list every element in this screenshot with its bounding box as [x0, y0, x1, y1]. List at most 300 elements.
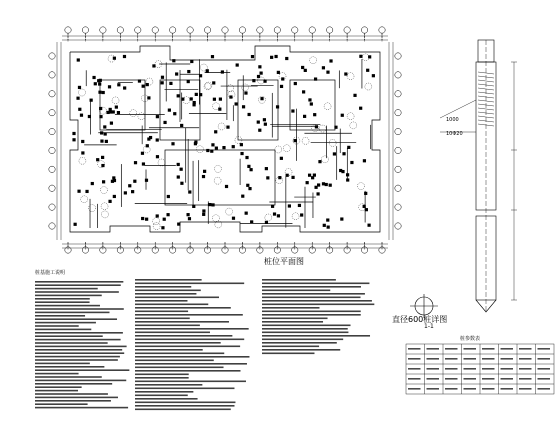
- pile-marker: [346, 178, 349, 181]
- pile-marker: [277, 71, 280, 74]
- table-cell-text: [519, 388, 532, 390]
- axis-bubble-left: [49, 72, 55, 78]
- pile-marker: [194, 141, 197, 144]
- notes-text-line: [262, 293, 365, 295]
- pile-marker: [100, 131, 103, 134]
- pile-marker: [325, 183, 328, 186]
- pile-marker: [303, 115, 306, 118]
- notes-text-line: [35, 315, 85, 317]
- pile-marker: [102, 180, 105, 183]
- table-cell-text: [501, 368, 514, 370]
- pile-marker: [147, 96, 150, 99]
- pile-marker: [211, 55, 214, 58]
- axis-bubble-top: [82, 27, 88, 33]
- notes-text-line: [35, 349, 122, 351]
- notes-text-line: [35, 339, 121, 341]
- table-cell-text: [445, 378, 458, 380]
- pile-cap-outline: [310, 57, 317, 64]
- notes-text-line: [135, 311, 188, 313]
- table-cell-text: [501, 348, 514, 350]
- pile-marker: [109, 108, 112, 111]
- axis-bubble-right: [395, 185, 401, 191]
- axis-bubble-left: [49, 185, 55, 191]
- pile-cap-outline: [347, 73, 354, 80]
- pile-marker: [280, 157, 283, 160]
- notes-text-line: [262, 339, 343, 341]
- notes-text-line: [262, 318, 328, 320]
- pile-marker: [187, 70, 190, 73]
- pile-cap-outline: [292, 213, 299, 220]
- pile-marker: [188, 190, 191, 193]
- table-title: 桩参数表: [460, 336, 481, 342]
- pile-cap-outline: [319, 125, 326, 132]
- axis-bubble-right: [395, 223, 401, 229]
- pile-marker: [80, 114, 83, 117]
- pile-marker: [199, 93, 202, 96]
- pile-marker: [341, 114, 344, 117]
- notes-text-line: [35, 393, 108, 395]
- pile-marker: [192, 205, 195, 208]
- pile-marker: [91, 182, 94, 185]
- pile-marker: [232, 145, 235, 148]
- pile-marker: [163, 121, 166, 124]
- pile-marker: [235, 102, 238, 105]
- axis-bubble-top: [117, 27, 123, 33]
- notes-text-line: [35, 376, 102, 378]
- pile-marker: [105, 140, 108, 143]
- notes-text-line: [135, 356, 249, 358]
- pile-marker: [101, 164, 104, 167]
- pile-marker: [92, 76, 95, 79]
- pile-marker: [294, 82, 297, 85]
- axis-bubble-left: [49, 204, 55, 210]
- pile-marker: [306, 181, 309, 184]
- pile-marker: [236, 63, 239, 66]
- core-outline: [100, 80, 145, 130]
- pile-marker: [123, 86, 126, 89]
- pile-marker: [202, 209, 205, 212]
- axis-bubble-top: [379, 27, 385, 33]
- table-cell-text: [519, 348, 532, 350]
- notes-text-line: [262, 307, 320, 309]
- notes-text-line: [135, 398, 198, 400]
- axis-bubble-left: [49, 109, 55, 115]
- pile-marker: [190, 60, 193, 63]
- pile-marker: [146, 144, 149, 147]
- axis-bubble-top: [187, 27, 193, 33]
- pile-marker: [225, 185, 228, 188]
- pile-marker: [202, 175, 205, 178]
- table-cell-text: [464, 388, 477, 390]
- pile-cap-outline: [146, 78, 153, 85]
- table-cell-text: [482, 368, 495, 370]
- pile-marker: [74, 223, 77, 226]
- axis-bubble-top: [292, 27, 298, 33]
- pile-marker: [294, 139, 297, 142]
- notes-text-line: [135, 381, 246, 383]
- pile-cap-outline: [275, 146, 282, 153]
- pile-marker: [364, 192, 367, 195]
- pile-cap-outline: [78, 89, 85, 96]
- table-cell-text: [445, 368, 458, 370]
- notes-text-line: [35, 346, 127, 348]
- axis-bubble-top: [65, 27, 71, 33]
- pile-marker: [334, 126, 337, 129]
- notes-text-line: [135, 363, 247, 365]
- pile-marker: [264, 123, 267, 126]
- pile-marker: [329, 59, 332, 62]
- pile-marker: [250, 168, 253, 171]
- pile-marker: [210, 150, 213, 153]
- notes-text-line: [262, 353, 314, 355]
- pile-marker: [257, 120, 260, 123]
- pile-marker: [180, 182, 183, 185]
- notes-text-line: [262, 283, 369, 285]
- pile-cap-outline: [357, 183, 364, 190]
- pile-marker: [104, 132, 107, 135]
- pile-marker: [169, 82, 172, 85]
- pile-marker: [346, 173, 349, 176]
- pile-marker: [333, 152, 336, 155]
- notes-text-line: [35, 312, 110, 314]
- notes-text-line: [35, 308, 124, 310]
- pile-marker: [278, 176, 281, 179]
- pile-marker: [171, 142, 174, 145]
- pile-marker: [251, 55, 254, 58]
- pile-marker: [85, 190, 88, 193]
- notes-text-line: [135, 300, 187, 302]
- pile-marker: [245, 212, 248, 215]
- pile-marker: [308, 174, 311, 177]
- axis-bubble-right: [395, 166, 401, 172]
- pile-marker: [112, 110, 115, 113]
- notes-text-line: [35, 403, 88, 405]
- pile-marker: [301, 66, 304, 69]
- pile-marker: [248, 113, 251, 116]
- table-cell-text: [538, 348, 551, 350]
- pile-marker: [266, 176, 269, 179]
- pile-marker: [78, 86, 81, 89]
- pile-marker: [161, 76, 164, 79]
- notes-text-line: [35, 288, 98, 290]
- pile-cap-outline: [302, 137, 309, 144]
- axis-bubble-top: [169, 27, 175, 33]
- pile-marker: [302, 90, 305, 93]
- pile-marker: [281, 77, 284, 80]
- pile-cap-outline: [324, 103, 331, 110]
- pile-marker: [304, 69, 307, 72]
- notes-text-line: [262, 328, 348, 330]
- pile-marker: [202, 213, 205, 216]
- pile-marker: [240, 152, 243, 155]
- pile-marker: [344, 72, 347, 75]
- notes-text-line: [35, 284, 121, 286]
- table-cell-text: [408, 368, 421, 370]
- notes-title: 桩基施工说明: [35, 270, 66, 276]
- pile-marker: [316, 192, 319, 195]
- notes-text-line: [135, 325, 200, 327]
- pile-marker: [221, 70, 224, 73]
- pile-marker: [145, 179, 148, 182]
- notes-text-line: [262, 321, 323, 323]
- pile-cap-outline: [101, 211, 108, 218]
- pile-marker: [252, 79, 255, 82]
- pile-marker: [245, 156, 248, 159]
- pile-marker: [90, 99, 93, 102]
- pile-marker: [81, 151, 84, 154]
- axis-bubble-right: [395, 91, 401, 97]
- pile-marker: [173, 112, 176, 115]
- pile-cap-outline: [283, 145, 290, 152]
- pile-marker: [265, 221, 268, 224]
- notes-text-line: [35, 369, 129, 371]
- pile-marker: [250, 220, 253, 223]
- pile-marker: [285, 57, 288, 60]
- pile-cap-outline: [130, 110, 137, 117]
- notes-text-line: [262, 342, 337, 344]
- pile-marker: [77, 58, 80, 61]
- pile-marker: [246, 184, 249, 187]
- notes-text-line: [35, 281, 123, 283]
- notes-text-line: [35, 373, 79, 375]
- pile-marker: [326, 71, 329, 74]
- pile-marker: [156, 155, 159, 158]
- pile-marker: [186, 213, 189, 216]
- table-cell-text: [427, 358, 440, 360]
- axis-bubble-top: [344, 27, 350, 33]
- pile-marker: [161, 226, 164, 229]
- pile-marker: [94, 82, 97, 85]
- pile-marker: [113, 195, 116, 198]
- pile-cap-outline: [81, 196, 88, 203]
- pile-marker: [244, 91, 247, 94]
- table-cell-text: [445, 388, 458, 390]
- pile-marker: [212, 81, 215, 84]
- notes-text-line: [135, 297, 219, 299]
- notes-text-line: [135, 304, 208, 306]
- pile-marker: [211, 143, 214, 146]
- notes-text-line: [262, 349, 340, 351]
- notes-text-line: [35, 363, 90, 365]
- axis-bubble-left: [49, 223, 55, 229]
- pile-marker: [117, 83, 120, 86]
- pile-marker: [72, 138, 75, 141]
- table-cell-text: [427, 348, 440, 350]
- notes-text-line: [35, 298, 90, 300]
- notes-text-line: [135, 314, 243, 316]
- pile-cap-outline: [212, 103, 219, 110]
- pile-marker: [180, 124, 183, 127]
- notes-text-line: [135, 367, 224, 369]
- pile-marker: [229, 95, 232, 98]
- notes-text-line: [135, 339, 244, 341]
- pile-marker: [276, 105, 279, 108]
- pile-marker: [77, 190, 80, 193]
- pile-marker: [213, 98, 216, 101]
- pile-marker: [257, 75, 260, 78]
- table-cell-text: [408, 378, 421, 380]
- notes-text-line: [35, 318, 117, 320]
- pile-marker: [240, 143, 243, 146]
- notes-text-line: [35, 301, 90, 303]
- notes-text-line: [35, 400, 111, 402]
- table-cell-text: [464, 348, 477, 350]
- pile-marker: [363, 159, 366, 162]
- axis-bubble-top: [361, 27, 367, 33]
- notes-text-line: [135, 342, 221, 344]
- pile-marker: [241, 195, 244, 198]
- pile-dim-top: 1000: [446, 117, 459, 123]
- notes-text-line: [35, 386, 82, 388]
- pile-cap-outline: [350, 122, 357, 129]
- pile-marker: [166, 213, 169, 216]
- section-label: 1-1: [424, 323, 434, 330]
- pile-cap-outline: [365, 83, 372, 90]
- notes-text-line: [135, 395, 188, 397]
- pile-marker: [177, 163, 180, 166]
- notes-text-line: [35, 366, 104, 368]
- pile-cap-outline: [212, 215, 219, 222]
- notes-text-line: [135, 374, 189, 376]
- pile-marker: [314, 77, 317, 80]
- table-cell-text: [538, 388, 551, 390]
- notes-text-line: [262, 304, 374, 306]
- notes-text-line: [35, 407, 128, 409]
- axis-bubble-left: [49, 53, 55, 59]
- pile-marker: [163, 218, 166, 221]
- pile-marker: [88, 115, 91, 118]
- pile-marker: [263, 118, 266, 121]
- pile-marker: [353, 94, 356, 97]
- table-cell-text: [445, 358, 458, 360]
- building-outline: [70, 46, 380, 232]
- notes-text-line: [35, 380, 126, 382]
- pile-marker: [199, 74, 202, 77]
- pile-marker: [300, 213, 303, 216]
- pile-marker: [318, 160, 321, 163]
- axis-bubble-top: [204, 27, 210, 33]
- notes-text-line: [262, 311, 361, 313]
- pile-cap-outline: [265, 214, 272, 221]
- pile-marker: [211, 203, 214, 206]
- pile-marker: [313, 113, 316, 116]
- table-cell-text: [408, 388, 421, 390]
- notes-text-line: [262, 297, 361, 299]
- pile-marker: [147, 137, 150, 140]
- pile-marker: [81, 140, 84, 143]
- pile-cap-outline: [218, 123, 225, 130]
- table-cell-text: [501, 388, 514, 390]
- pile-marker: [271, 205, 274, 208]
- notes-text-line: [35, 397, 118, 399]
- pile-marker: [308, 98, 311, 101]
- pile-cap-outline: [200, 64, 207, 71]
- pile-marker: [78, 108, 81, 111]
- notes-text-line: [135, 370, 240, 372]
- notes-text-line: [135, 349, 203, 351]
- pile-marker: [141, 217, 144, 220]
- pile-marker: [219, 98, 222, 101]
- notes-text-line: [135, 405, 234, 407]
- table-cell-text: [408, 348, 421, 350]
- notes-text-line: [262, 290, 330, 292]
- notes-text-line: [135, 377, 189, 379]
- pile-marker: [108, 200, 111, 203]
- notes-text-line: [135, 293, 196, 295]
- pile-marker: [280, 85, 283, 88]
- pile-marker: [190, 97, 193, 100]
- pile-marker: [226, 126, 229, 129]
- pile-marker: [177, 223, 180, 226]
- axis-bubble-left: [49, 128, 55, 134]
- table-cell-text: [427, 368, 440, 370]
- pile-marker: [260, 72, 263, 75]
- pile-marker: [263, 80, 266, 83]
- notes-text-line: [135, 332, 210, 334]
- notes-text-line: [262, 335, 370, 337]
- pile-marker: [347, 146, 350, 149]
- pile-marker: [167, 195, 170, 198]
- pile-marker: [142, 162, 145, 165]
- axis-bubble-top: [274, 27, 280, 33]
- pile-marker: [76, 97, 79, 100]
- pile-cap-outline: [79, 157, 86, 164]
- axis-bubble-top: [257, 27, 263, 33]
- axis-bubble-top: [326, 27, 332, 33]
- pile-marker: [96, 158, 99, 161]
- pile-cap-outline: [89, 205, 96, 212]
- pile-marker: [97, 79, 100, 82]
- pile-marker: [138, 79, 141, 82]
- pile-marker: [99, 115, 102, 118]
- pile-marker: [193, 101, 196, 104]
- pile-marker: [203, 170, 206, 173]
- pile-marker: [208, 203, 211, 206]
- leader-line: [440, 100, 476, 118]
- pile-marker: [368, 55, 371, 58]
- pile-marker: [188, 217, 191, 220]
- table-cell-text: [482, 358, 495, 360]
- pile-marker: [172, 59, 175, 62]
- pile-reinforcement-label: 10Φ20: [446, 131, 463, 137]
- pile-marker: [315, 125, 318, 128]
- pile-marker: [222, 146, 225, 149]
- notes-text-line: [135, 321, 229, 323]
- pile-cap-outline: [321, 156, 328, 163]
- notes-text-line: [262, 346, 319, 348]
- axis-bubble-right: [395, 128, 401, 134]
- notes-text-line: [35, 390, 78, 392]
- notes-text-line: [262, 325, 351, 327]
- notes-text-line: [35, 383, 112, 385]
- notes-text-line: [35, 329, 91, 331]
- core-outline: [165, 150, 275, 205]
- pile-marker: [298, 204, 301, 207]
- pile-marker: [98, 82, 101, 85]
- pile-marker: [327, 226, 330, 229]
- pile-marker: [106, 111, 109, 114]
- pile-marker: [247, 165, 250, 168]
- notes-text-line: [135, 346, 240, 348]
- pile-marker: [180, 168, 183, 171]
- pile-marker: [128, 184, 131, 187]
- pile-marker: [145, 218, 148, 221]
- table-cell-text: [538, 378, 551, 380]
- pile-detail-title: 直径600桩详图: [392, 315, 448, 324]
- table-cell-text: [408, 358, 421, 360]
- pile-cap-outline: [100, 186, 107, 193]
- axis-bubble-top: [152, 27, 158, 33]
